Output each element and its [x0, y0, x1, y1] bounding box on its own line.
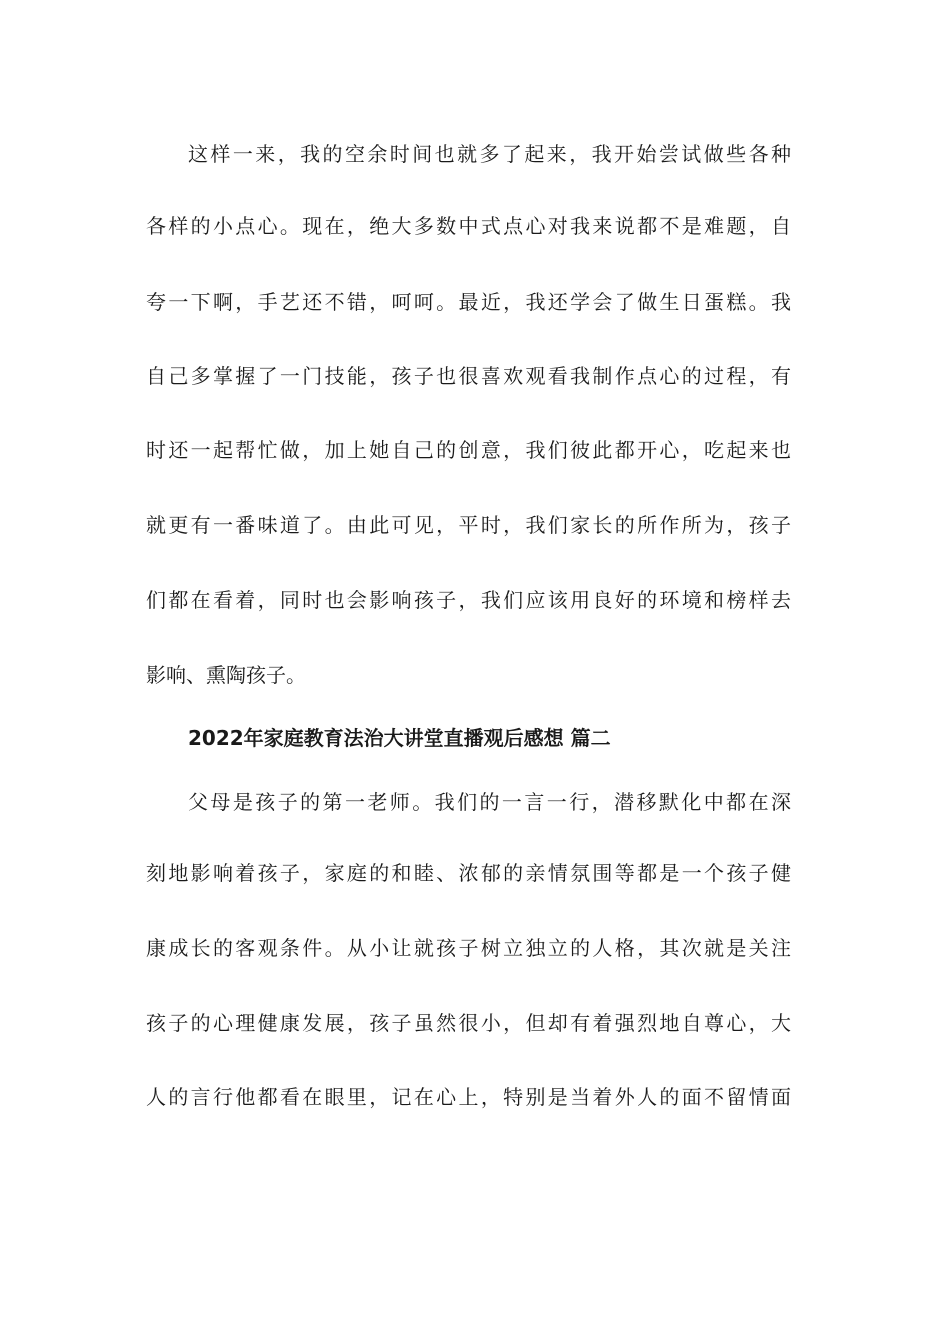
section-heading: 2022年家庭教育法治大讲堂直播观后感想 篇二: [188, 726, 611, 750]
paragraph-1-line: 自己多掌握了一门技能，孩子也很喜欢观看我制作点心的过程，有: [146, 364, 791, 388]
paragraph-2-line: 父母是孩子的第一老师。我们的一言一行，潜移默化中都在深: [188, 790, 791, 814]
paragraph-1-line: 夸一下啊，手艺还不错，呵呵。最近，我还学会了做生日蛋糕。我: [146, 290, 791, 314]
paragraph-1-line: 们都在看着，同时也会影响孩子，我们应该用良好的环境和榜样去: [146, 588, 791, 612]
paragraph-1-line: 影响、熏陶孩子。: [146, 663, 306, 687]
paragraph-2-line: 康成长的客观条件。从小让就孩子树立独立的人格，其次就是关注: [146, 936, 791, 960]
paragraph-1-line: 这样一来，我的空余时间也就多了起来，我开始尝试做些各种: [188, 142, 791, 166]
paragraph-1-line: 就更有一番味道了。由此可见，平时，我们家长的所作所为，孩子: [146, 513, 791, 537]
paragraph-2-line: 刻地影响着孩子，家庭的和睦、浓郁的亲情氛围等都是一个孩子健: [146, 861, 791, 885]
paragraph-2-line: 人的言行他都看在眼里，记在心上，特别是当着外人的面不留情面: [146, 1085, 791, 1109]
paragraph-1-line: 时还一起帮忙做，加上她自己的创意，我们彼此都开心，吃起来也: [146, 438, 791, 462]
paragraph-1-line: 各样的小点心。现在，绝大多数中式点心对我来说都不是难题，自: [146, 214, 791, 238]
paragraph-2-line: 孩子的心理健康发展，孩子虽然很小，但却有着强烈地自尊心，大: [146, 1011, 791, 1035]
